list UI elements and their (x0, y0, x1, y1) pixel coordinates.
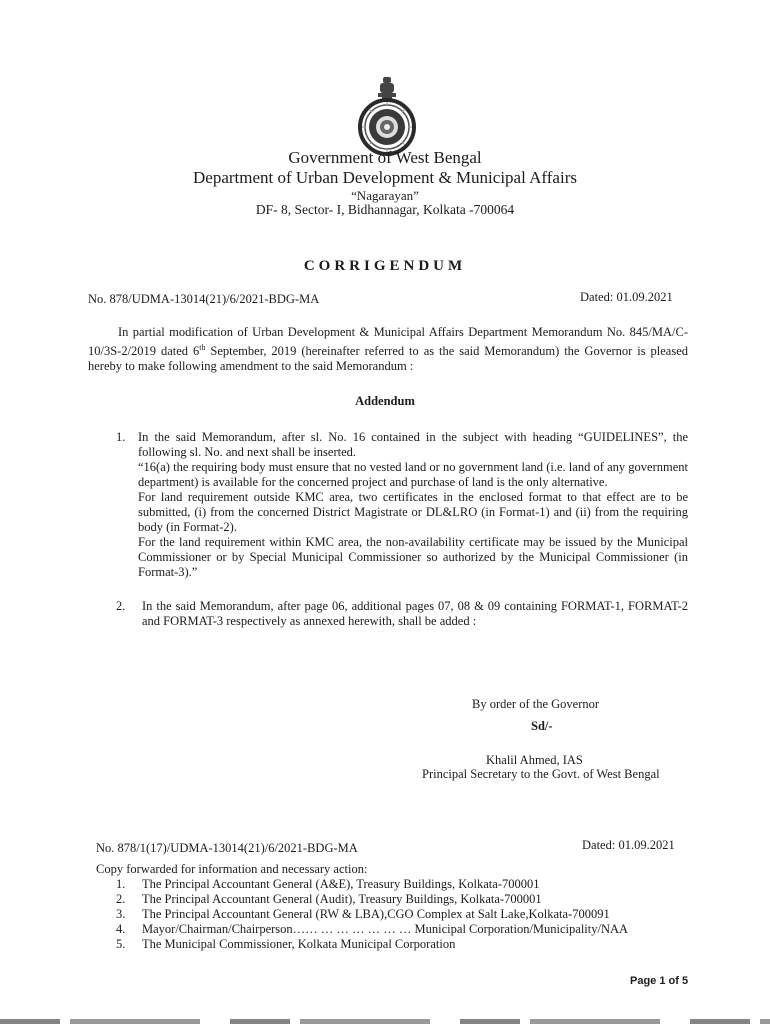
list-item-text: Mayor/Chairman/Chairperson…… … … … … … … Municipal Corporation/Municipality/NAA (142, 922, 629, 936)
intro-text-part-1: In partial modification of Urban Development & Municipal Affairs Department Memorandum No. 845/MA/C-10/3S-2/2019 dated 6 (88, 325, 688, 359)
item-2-body (142, 599, 688, 629)
intro-superscript: th (199, 343, 206, 352)
addendum-heading: Addendum (355, 394, 415, 408)
signatory-designation: Principal Secretary to the Govt. of West Bengal (422, 767, 660, 781)
copy-forward-intro: Copy forwarded for information and necessary action: (96, 862, 368, 876)
list-item-number: 5. (116, 937, 126, 951)
copy-memo-number: No. 878/1(17)/UDMA-13014(21)/6/2021-BDG-MA (96, 841, 358, 855)
list-item-number: 3. (116, 907, 126, 921)
list-item (116, 922, 628, 937)
document-title: CORRIGENDUM (303, 258, 467, 274)
item-1-paragraph: “16(a) the requiring body must ensure that no vested land or no government land (i.e. land of any government department) is available for the concerned project and purchase of land is the only alternative. (138, 460, 688, 489)
building-name: “Nagarayan” (351, 188, 419, 203)
government-name: Government of West Bengal (288, 148, 482, 167)
item-1-paragraph: In the said Memorandum, after sl. No. 16 contained in the subject with heading “GUIDELINES”, the following sl. No. and next shall be inserted. (138, 430, 688, 459)
list-item-text: The Principal Accountant General (RW & LBA),CGO Complex at Salt Lake,Kolkata-700091 (142, 907, 610, 921)
list-item (116, 892, 628, 907)
list-item (116, 937, 628, 952)
copy-memo-date: Dated: 01.09.2021 (582, 838, 675, 852)
item-1-body (138, 430, 688, 580)
item-2-number: 2. (116, 599, 126, 613)
signatory-name: Khalil Ahmed, IAS (486, 753, 583, 767)
list-item (116, 877, 628, 892)
list-item-text: The Municipal Commissioner, Kolkata Municipal Corporation (142, 937, 456, 951)
intro-paragraph (88, 325, 688, 374)
list-item-text: The Principal Accountant General (A&E), Treasury Buildings, Kolkata-700001 (142, 877, 540, 891)
list-item-number: 1. (116, 877, 126, 891)
copy-recipient-list (116, 877, 628, 952)
by-order-text: By order of the Governor (472, 697, 600, 711)
list-item-number: 4. (116, 922, 126, 936)
item-1-number: 1. (116, 430, 126, 444)
signed-mark: Sd/- (531, 719, 553, 733)
list-item (116, 907, 628, 922)
office-address: DF- 8, Sector- I, Bidhannagar, Kolkata -700064 (255, 202, 515, 217)
item-1-paragraph: For the land requirement within KMC area, the non-availability certificate may be issued by the Municipal Commissioner or by Special Municipal Commissioner so authorized by the Municipal Commissioner (in Format-3).” (138, 535, 688, 579)
west-bengal-emblem-icon (356, 75, 418, 157)
item-1-paragraph: For land requirement outside KMC area, two certificates in the enclosed format to that effect are to be submitted, (i) from the concerned District Magistrate or DL&LRO (in Format-1) and (ii) from the requiring body (in Format-2). (138, 490, 688, 534)
memo-date: Dated: 01.09.2021 (580, 290, 673, 304)
list-item-text: The Principal Accountant General (Audit), Treasury Buildings, Kolkata-700001 (142, 892, 542, 906)
department-name: Department of Urban Development & Municipal Affairs (193, 168, 577, 187)
scan-edge-divider (0, 1019, 770, 1024)
intro-text-part-2: September, 2019 (hereinafter referred to as the said Memorandum) the Governor is pleased hereby to make following amendment to the said Memorandum : (88, 344, 688, 374)
list-item-number: 2. (116, 892, 126, 906)
item-2-paragraph: In the said Memorandum, after page 06, additional pages 07, 08 & 09 containing FORMAT-1, FORMAT-2 and FORMAT-3 respectively as annexed herewith, shall be added : (142, 599, 688, 628)
memo-number: No. 878/UDMA-13014(21)/6/2021-BDG-MA (88, 292, 320, 306)
page-number: Page 1 of 5 (630, 975, 689, 987)
